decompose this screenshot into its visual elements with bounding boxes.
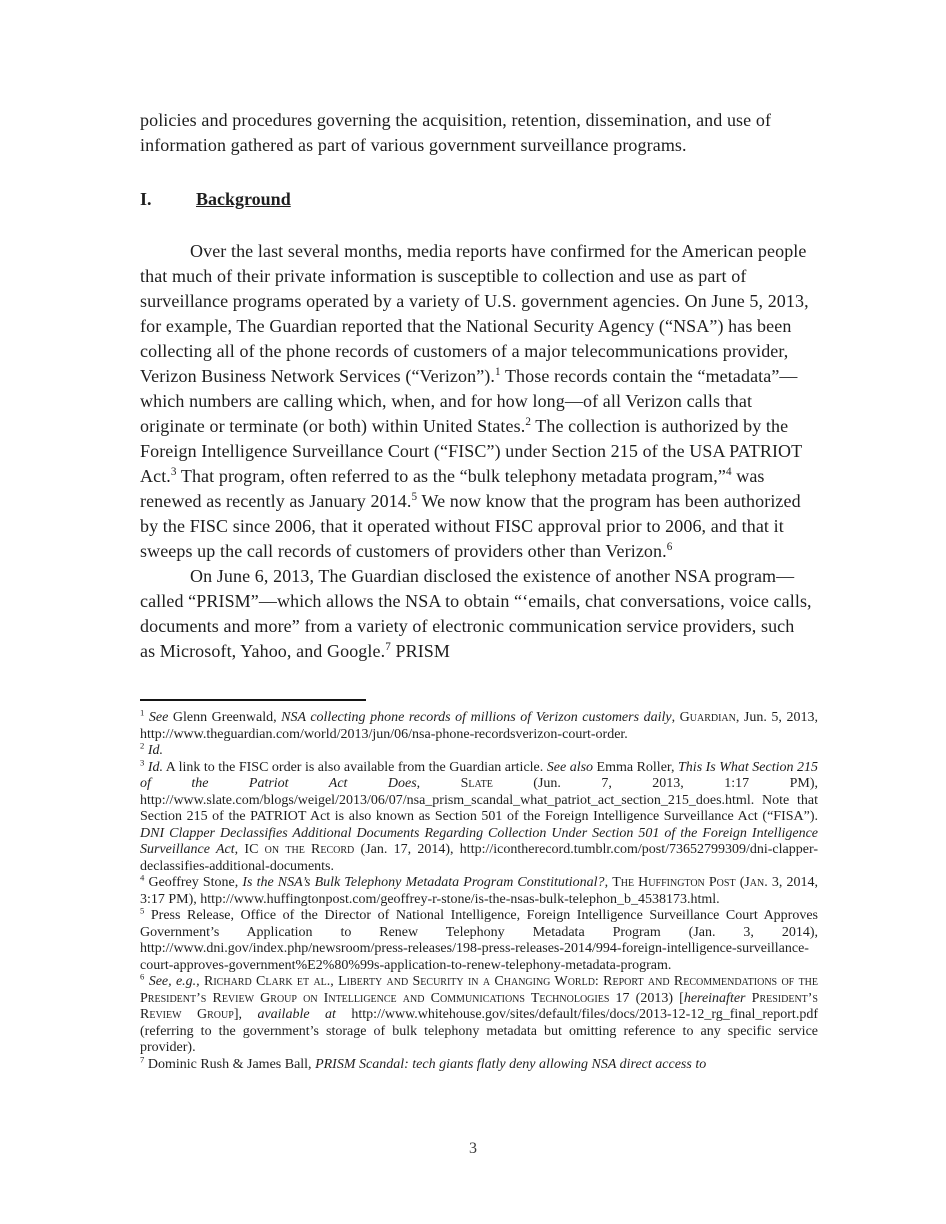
footnote-3: $^3$ Id. A link to the FISC order is also available from the Guardian article. See also Emma Roller, This Is What Section 215 of the Patriot Act Does, Slate (Jun. 7, 2013, 1:17 PM), http://www.slate.com/blogs/weigel/2013/06/07/nsa_prism_scandal_what_patriot_act_section_215_does.html. Note that Section 215 of the PATRIOT Act is also known as Section 501 of the Foreign Intelligence Surveillance Act (“FISA”). DNI Clapper Declassifies Additional Documents Regarding Collection Under Section 501 of the Foreign Intelligence Surveillance Act, IC on the Record (Jan. 17, 2014), http://icontherecord.tumblr.com/post/73652799309/dni-clapper-declassifies-additional-documents. [140,756,819,874]
section-heading-title: Background [196,189,291,209]
footnote-2: $^2$ Id. [140,740,164,758]
page-number: 3 [469,1140,477,1157]
section-heading [140,187,814,212]
footnotes-section [140,707,819,1073]
intro-paragraph: policies and procedures governing the acquisition, retention, dissemination, and use of information gathered as part of various government surveillance programs. [140,110,772,155]
footnote-separator-rule [140,699,366,701]
footnote-4: $^4$ Geoffrey Stone, Is the NSA’s Bulk Telephony Metadata Program Constitutional?, The Huffington Post (Jan. 3, 2014, 3:17 PM), http://www.huffingtonpost.com/geoffrey-r-stone/is-the-nsas-bulk-telephon_b_4538173.html. [140,872,818,907]
body-paragraph: On June 6, 2013, The Guardian disclosed the existence of another NSA program—called “PRISM”—which allows the NSA to obtain “‘emails, chat conversations, voice calls, documents and more” from a variety of electronic communication service providers, such as Microsoft, Yahoo, and Google.$^7$ PRISM [140,566,812,661]
page-body [140,108,814,664]
footnote-5: $^5$ Press Release, Office of the Director of National Intelligence, Foreign Intelligence Surveillance Court Approves Government’s Application to Renew Telephony Metadata Program (Jan. 3, 2014), http://www.dni.gov/index.php/newsroom/press-releases/198-press-releases-2014/994-foreign-intelligence-surveillance-court-approves-government%E2%80%99s-application-to-renew-telephony-metadata-program. [140,905,818,973]
body-paragraph: Over the last several months, media reports have confirmed for the American people that much of their private information is susceptible to collection and use as part of surveillance programs operated by a variety of U.S. government agencies. On June 5, 2013, for example, The Guardian reported that the National Security Agency (“NSA”) has been collecting all of the phone records of customers of a major telecommunications provider, Verizon Business Network Services (“Verizon”).$^1$ Those records contain the “metadata”—which numbers are calling which, when, and for how long—of all Verizon calls that originate or terminate (or both) within United States.$^2$ The collection is authorized by the Foreign Intelligence Surveillance Court (“FISC”) under Section 215 of the USA PATRIOT Act.$^3$ That program, often referred to as the “bulk telephony metadata program,”$^4$ was renewed as recently as January 2014.$^5$ We now know that the program has been authorized by the FISC since 2006, that it operated without FISC approval prior to 2006, and that it sweeps up the call records of customers of providers other than Verizon.$^6$ [140,241,809,561]
section-heading-numeral: I. [140,189,152,209]
footnote-7: $^7$ Dominic Rush & James Ball, PRISM Scandal: tech giants flatly deny allowing NSA direct access to [140,1053,707,1072]
footnote-6: $^6$ See, e.g., Richard Clark et al., Liberty and Security in a Changing World: Report and Recommendations of the President’s Review Group on Intelligence and Communications Technologies 17 (2013) [hereinafter President’s Review Group], available at http://www.whitehouse.gov/sites/default/files/docs/2013-12-12_rg_final_report.pdf (referring to the government’s storage of bulk telephony metadata but omitting reference to any specific service provider). [140,971,819,1055]
footnote-1: $^1$ See Glenn Greenwald, NSA collecting phone records of millions of Verizon customers daily, Guardian, Jun. 5, 2013, http://www.theguardian.com/world/2013/jun/06/nsa-phone-recordsverizon-court-order. [140,707,818,742]
